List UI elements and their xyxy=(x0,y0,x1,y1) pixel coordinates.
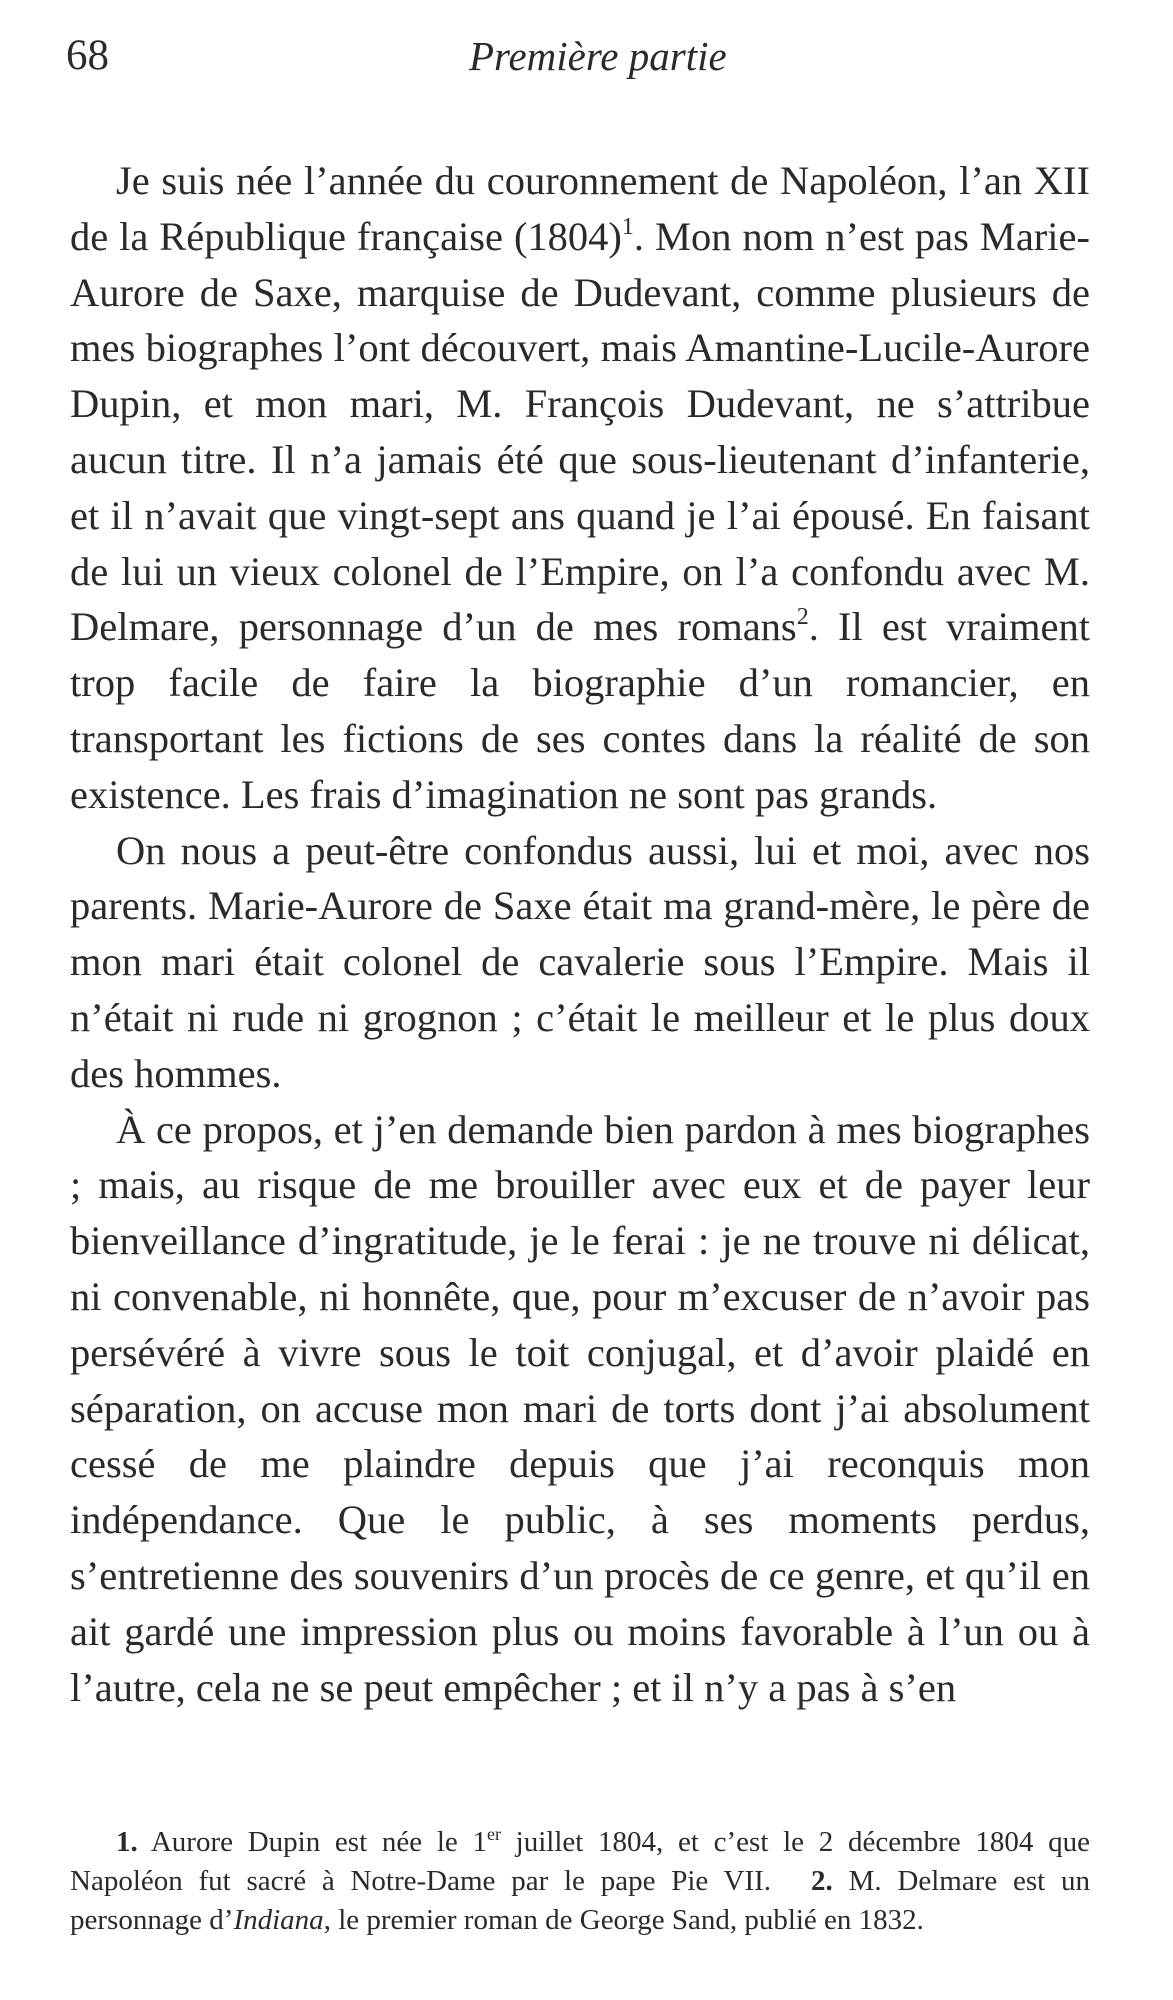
body-text xyxy=(70,153,1090,1715)
footnote-2-label: 2. xyxy=(811,1865,833,1897)
footnotes xyxy=(70,1823,1090,1940)
paragraph-2: On nous a peut-être confondus aussi, lui et moi, avec nos parents. Marie-Aurore de Saxe était ma grand-mère, le père de mon mari était colonel de cavalerie sous l’Empire. Mais il n’était ni rude ni grognon ; c’était le meilleur et le plus doux des hommes. xyxy=(70,827,1090,1096)
footnote-2-text-a: M. Delmare est un personnage d’ xyxy=(70,1865,1090,1936)
paragraph-1 xyxy=(70,153,1090,823)
running-head: Première partie xyxy=(469,33,727,79)
footnote-1-superscript: er xyxy=(486,1824,501,1844)
footnote-ref-2: 2 xyxy=(796,604,809,631)
page-number: 68 xyxy=(66,32,109,79)
footnote-block xyxy=(70,1823,1090,1940)
footnote-2-text-b: , le premier roman de George Sand, publié en 1832. xyxy=(323,1904,924,1936)
paragraph-1-part-a: Je suis née l’année du couronnement de Napoléon, l’an XII de la République française (1804) xyxy=(70,158,1090,259)
paragraph-1-part-c: . Il est vraiment trop facile de faire la biographie d’un romancier, en transportant les fictions de ses contes dans la réalité de son existence. Les frais d’imagination ne sont pas grands. xyxy=(70,604,1090,817)
paragraph-3: À ce propos, et j’en demande bien pardon à mes biographes ; mais, au risque de me brouiller avec eux et de payer leur bienveillance d’ingratitude, je le ferai : je ne trouve ni délicat, ni convenable, ni honnête, que, pour m’excuser de n’avoir pas persévéré à vivre sous le toit conjugal, et d’avoir plaidé en séparation, on accuse mon mari de torts dont j’ai absolument cessé de me plaindre depuis que j’ai reconquis mon indépendance. Que le public, à ses moments perdus, s’entretienne des souvenirs d’un procès de ce genre, et qu’il en ait gardé une impression plus ou moins favorable à l’un ou à l’autre, cela ne se peut empêcher ; et il n’y a pas à s’en xyxy=(70,1106,1090,1710)
footnote-1-text-b: juillet 1804, et c’est le 2 décembre 1804 que Napoléon fut sacré à Notre-Dame par le pape Pie VII. xyxy=(70,1826,1090,1897)
paragraph-1-part-b: . Mon nom n’est pas Marie-Aurore de Saxe, marquise de Dudevant, comme plusieurs de mes biographes l’ont découvert, mais Amantine-Lucile-Aurore Dupin, et mon mari, M. François Dudevant, ne s’attribue aucun titre. Il n’a jamais été que sous-lieutenant d’infanterie, et il n’avait que vingt-sept ans quand je l’ai épousé. En faisant de lui un vieux colonel de l’Empire, on l’a confondu avec M. Delmare, personnage d’un de mes romans xyxy=(70,213,1090,650)
footnote-1-text-a: Aurore Dupin est née le 1 xyxy=(137,1826,487,1858)
page-header xyxy=(66,26,1106,86)
footnote-1-label: 1. xyxy=(116,1826,138,1858)
footnote-ref-1: 1 xyxy=(621,213,634,240)
footnote-2-book-title: Indiana xyxy=(233,1904,324,1936)
